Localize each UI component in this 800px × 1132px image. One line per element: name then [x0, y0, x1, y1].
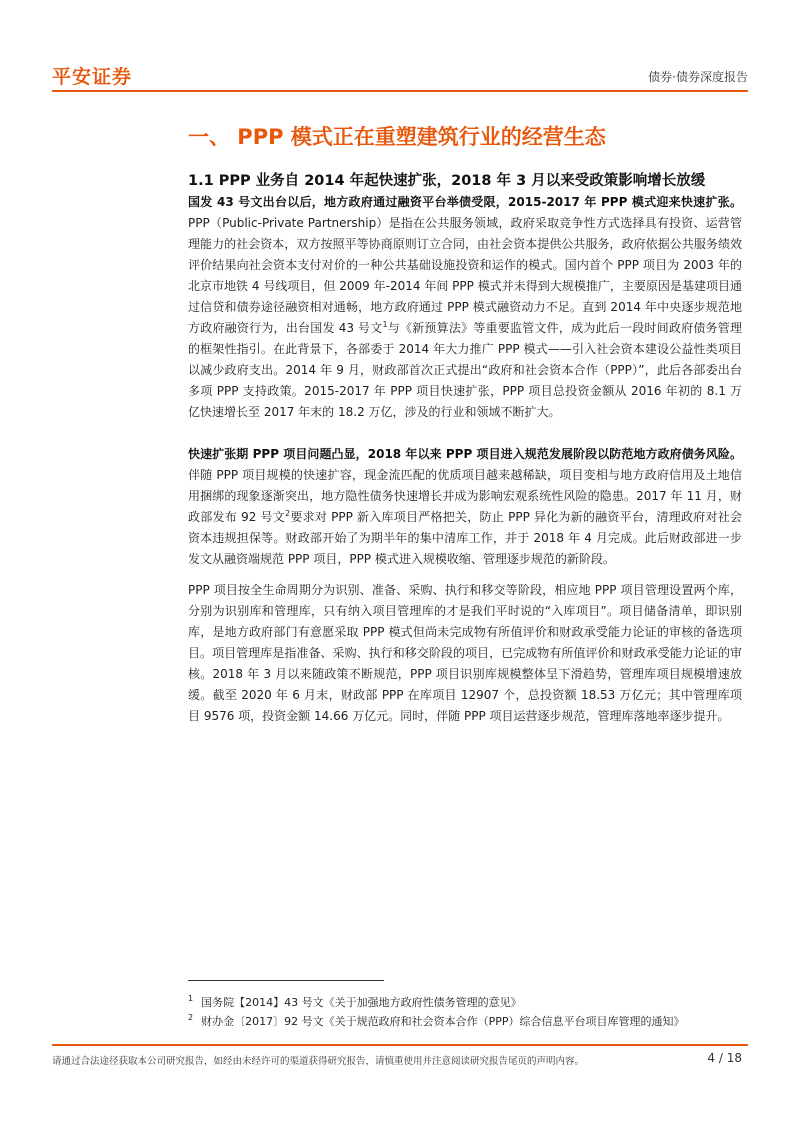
- paragraph-2-body-b: 要求对 PPP 新入库项目严格把关，防止 PPP 异化为新的融资平台，清理政府对社会资本违规担保等。财政部开始了为期半年的集中清库工作，并于 2018 年 4 月完成。此后财政部进一步发文从融资端规范 PPP 项目，PPP 模式进入规模收缩、管理逐步规范的新阶段。: [188, 510, 742, 566]
- footnote-ref-1[interactable]: 1: [382, 320, 388, 329]
- footnote-1-number: 1: [188, 994, 194, 1004]
- subsection-title: 1.1 PPP 业务自 2014 年起快速扩张，2018 年 3 月以来受政策影响增长放缓: [188, 173, 706, 189]
- footnote-2: [188, 1013, 684, 1029]
- page-header: [52, 62, 748, 88]
- page-number: 4 / 18: [707, 1051, 742, 1065]
- report-category: 债券·债券深度报告: [648, 70, 748, 84]
- footnote-2-text: 财办金〔2017〕92 号文《关于规范政府和社会资本合作（PPP）综合信息平台项目库管理的通知》: [201, 1015, 685, 1028]
- paragraph-2-body-a: 伴随 PPP 项目规模的快速扩容，现金流匹配的优质项目越来越稀缺，项目变相与地方政府信用及土地信用捆绑的现象逐渐突出，地方隐性债务快速增长并成为影响宏观系统性风险的隐患。2017 年 11 月，财政部发布 92 号文: [188, 468, 742, 524]
- paragraph-1-body-a: PPP（Public-Private Partnership）是指在公共服务领域，政府采取竞争性方式选择具有投资、运营管理能力的社会资本，双方按照平等协商原则订立合同，由社会资本提供公共服务，政府依据公共服务绩效评价结果向社会资本支付对价的一种公共基础设施投资和运作的模式。国内首个 PPP 项目为 2003 年的北京市地铁 4 号线项目，但 2009 年-2014 年间 PPP 模式并未得到大规模推广，主要原因是基建项目通过信贷和债券途径融资相对通畅，地方政府通过 PPP 模式融资动力不足。直到 2014 年中央逐步规范地方政府融资行为，出台国发 43 号文: [188, 216, 742, 335]
- footnote-1-text: 国务院【2014】43 号文《关于加强地方政府性债务管理的意见》: [201, 996, 522, 1009]
- paragraph-1-body-b: 与《新预算法》等重要监管文件，成为此后一段时间政府债务管理的框架性指引。在此背景下，各部委于 2014 年大力推广 PPP 模式——引入社会资本建设公益性类项目以减少政府支出。2014 年 9 月，财政部首次正式提出“政府和社会资本合作（PPP）”，此后各部委出台多项 PPP 支持政策。2015-2017 年 PPP 项目快速扩张，PPP 项目总投资金额从 2016 年初的 8.1 万亿快速增长至 2017 年末的 18.2 万亿，涉及的行业和领域不断扩大。: [188, 321, 742, 419]
- footnote-ref-2[interactable]: 2: [284, 509, 291, 518]
- header-divider: [52, 90, 748, 92]
- footer-disclaimer: 请通过合法途径获取本公司研究报告，如经由未经许可的渠道获得研究报告，请慎重使用并注意阅读研究报告尾页的声明内容。: [52, 1056, 585, 1067]
- footer-divider: [52, 1044, 748, 1046]
- paragraph-3: PPP 项目按全生命周期分为识别、准备、采购、执行和移交等阶段，相应地 PPP 项目管理设置两个库，分别为识别库和管理库，只有纳入项目管理库的才是我们平时说的“入库项目”。项目储备清单，即识别库，是地方政府部门有意愿采取 PPP 模式但尚未完成物有所值评价和财政承受能力论证的审核的备选项目。项目管理库是指准备、采购、执行和移交阶段的项目，已完成物有所值评价和财政承受能力论证的审核。2018 年 3 月以来随政策不断规范，PPP 项目识别库规模整体呈下滑趋势，管理库项目规模增速放缓。截至 2020 年 6 月末，财政部 PPP 在库项目 12907 个，总投资额 18.53 万亿元；其中管理库项目 9576 项，投资金额 14.66 万亿元。同时，伴随 PPP 项目运营逐步规范，管理库落地率逐步提升。: [188, 583, 742, 723]
- paragraph-2-lead: 快速扩张期 PPP 项目问题凸显，2018 年以来 PPP 项目进入规范发展阶段以防范地方政府债务风险。: [188, 447, 742, 461]
- paragraph-2: [188, 444, 742, 570]
- paragraph-1: [188, 192, 742, 423]
- section-title: 一、 PPP 模式正在重塑建筑行业的经营生态: [188, 125, 606, 149]
- footnote-1: [188, 994, 522, 1010]
- footnote-2-number: 2: [188, 1013, 194, 1023]
- paragraph-1-lead: 国发 43 号文出台以后，地方政府通过融资平台举债受限，2015-2017 年 PPP 模式迎来快速扩张。: [188, 195, 742, 209]
- footnote-divider: [188, 980, 384, 981]
- brand-logo: 平安证券: [52, 66, 133, 88]
